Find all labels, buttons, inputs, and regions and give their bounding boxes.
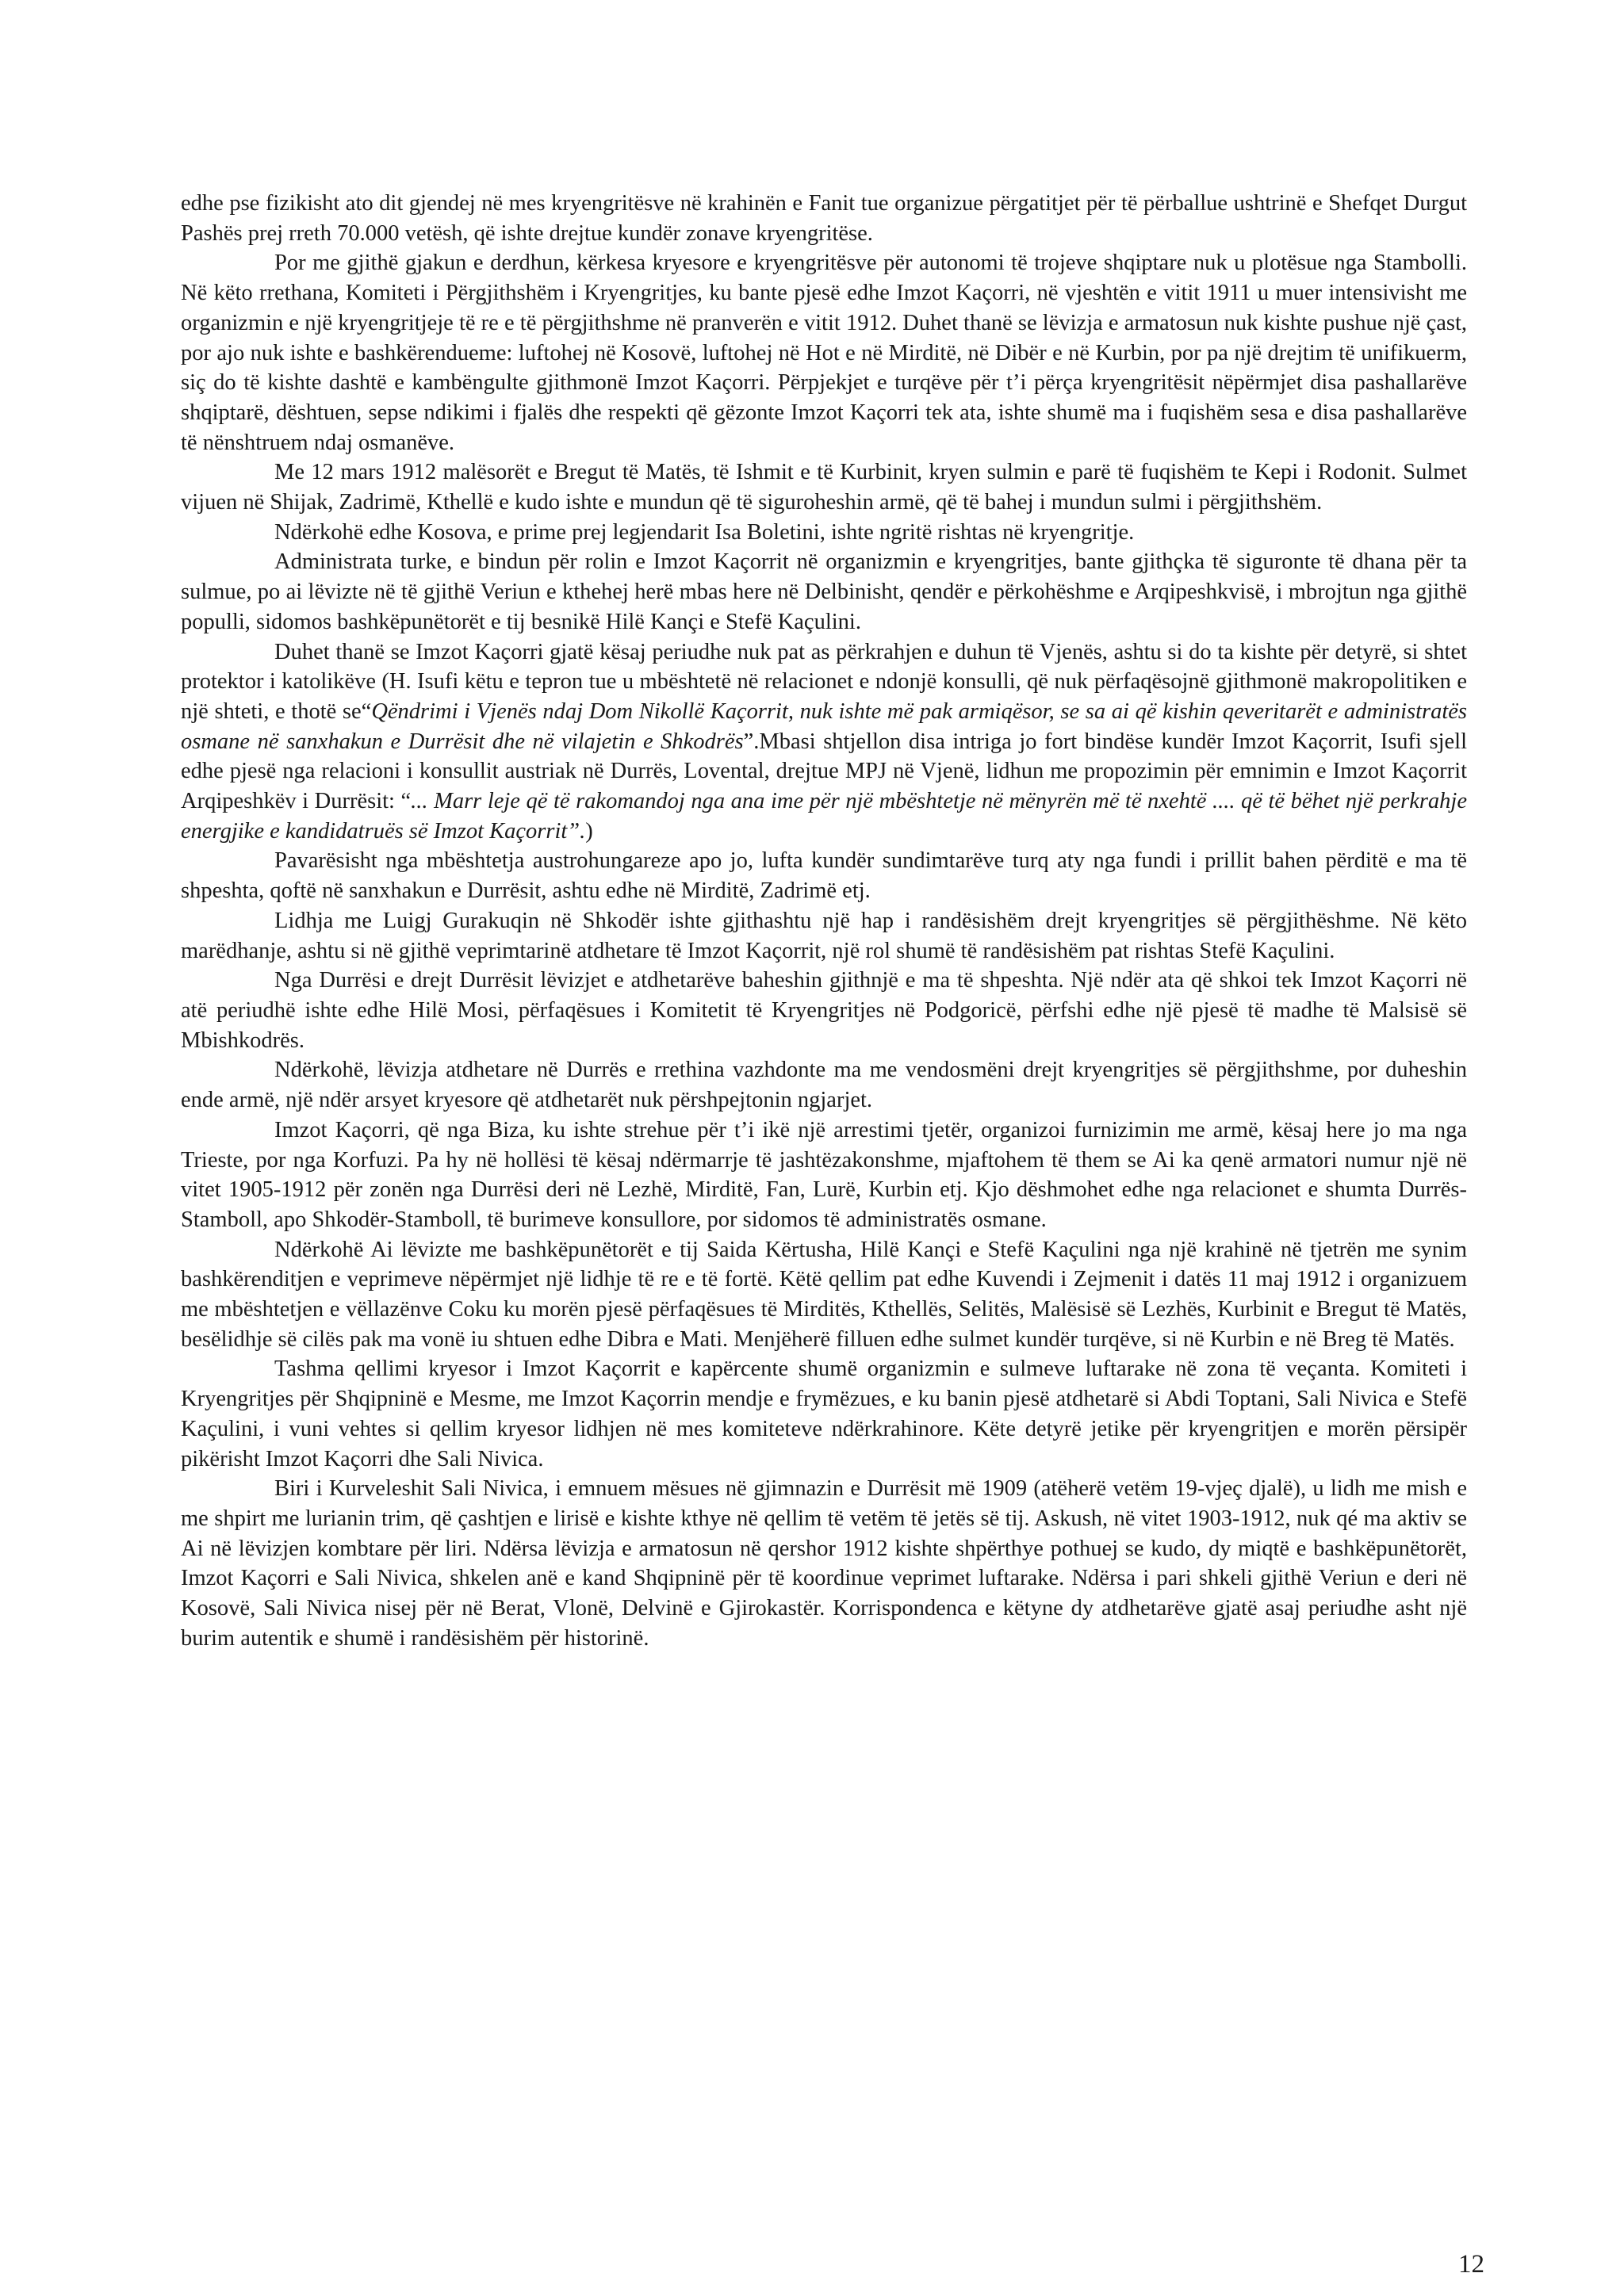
text-run: Duhet thanë se Imzot Kaçorri gjatë kësaj periudhe nuk pat as përkrahjen e duhun të Vjenës, ashtu si do ta kishte për detyrë, si shtet protektor i katolikëve (H. Isufi këtu e tepron tue u mbështetë në relacionet e ndonjë konsulli, që nuk përfaqësojnë gjithmonë makropolitiken e një shteti, e thotë se“	[181, 639, 1467, 724]
paragraph	[181, 637, 1467, 847]
italic-quote: ... Marr leje që të rakomandoj nga ana ime për një mbështetje në mënyrën më të nxehtë .... që të bëhet një perkrahje energjike e kandidatruës së Imzot Kaçorrit”.	[181, 789, 1468, 844]
text-run: Ndërkohë edhe Kosova, e prime prej legjendarit Isa Boletini, ishte ngritë rishtas në kryengritje.	[274, 519, 1135, 545]
text-run: Lidhja me Luigj Gurakuqin në Shkodër ishte gjithashtu një hap i randësishëm drejt kryengritjes së përgjithëshme. Në këto marëdhanje, ashtu si në gjithë veprimtarinë atdhetare të Imzot Kaçorrit, një rol shumë të randësishëm pat rishtas Stefë Kaçulini.	[181, 908, 1467, 963]
paragraph	[181, 248, 1467, 457]
paragraph	[181, 1115, 1467, 1235]
text-run: Administrata turke, e bindun për rolin e Imzot Kaçorrit në organizmin e kryengritjes, bante gjithçka të siguronte të dhana për ta sulmue, po ai lëvizte në të gjithë Veriun e kthehej herë mbas here në Delbinisht, qendër e përkohëshme e Arqipeshkvisë, i mbrojtun nga gjithë populli, sidomos bashkëpunëtorët e tij besnikë Hilë Kançi e Stefë Kaçulini.	[181, 549, 1467, 634]
italic-quote: Qëndrimi i Vjenës ndaj Dom Nikollë Kaçorrit, nuk ishte më pak armiqësor, se sa ai që kishin qeveritarët e administratës osmane në sanxhakun e Durrësit dhe në vilajetin e Shkodrës	[181, 698, 1467, 754]
text-run: Nga Durrësi e drejt Durrësit lëvizjet e atdhetarëve baheshin gjithnjë e ma të shpeshta. Një ndër ata që shkoi tek Imzot Kaçorri në atë periudhë ishte edhe Hilë Mosi, përfaqësues i Komitetit të Kryengritjes në Podgoricë, përfshi edhe një pjesë të madhe të Malsisë së Mbishkodrës.	[181, 968, 1467, 1053]
text-run: Me 12 mars 1912 malësorët e Bregut të Matës, të Ishmit e të Kurbinit, kryen sulmin e parë të fuqishëm te Kepi i Rodonit. Sulmet vijuen në Shijak, Zadrimë, Kthellë e kudo ishte e mundun që të siguroheshin armë, që të bahej i mundun sulmi i përgjithshëm.	[181, 460, 1467, 515]
text-run: Ndërkohë, lëvizja atdhetare në Durrës e rrethina vazhdonte ma me vendosmëni drejt kryengritjes së përgjithshme, por duheshin ende armë, një ndër arsyet kryesore që atdhetarët nuk përshpejtonin ngjarjet.	[181, 1058, 1467, 1113]
paragraph	[181, 457, 1467, 517]
text-run: Tashma qellimi kryesor i Imzot Kaçorrit e kapërcente shumë organizmin e sulmeve luftarake në zona të veçanta. Komiteti i Kryengritjes për Shqipninë e Mesme, me Imzot Kaçorrin mendje e frymëzues, e ku banin pjesë atdhetarë si Abdi Toptani, Sali Nivica e Stefë Kaçulini, i vuni vehtes si qellim kryesor lidhjen në mes komiteteve ndërkrahinore. Këte detyrë jetike për kryengritjen e morën përsipër pikërisht Imzot Kaçorri dhe Sali Nivica.	[181, 1357, 1467, 1471]
text-run: ”.Mbasi shtjellon disa intriga jo fort bindëse kundër Imzot Kaçorrit, Isufi sjell edhe pjesë nga relacioni i konsullit austriak në Durrës, Lovental, drejtue MPJ në Vjenë, lidhun me propozimin për emnimin e Imzot Kaçorrit Arqipeshkëv i Durrësit: “	[181, 729, 1467, 814]
paragraph	[181, 547, 1467, 637]
paragraph	[181, 906, 1467, 966]
text-run: Imzot Kaçorri, që nga Biza, ku ishte strehue për t’i ikë një arrestimi tjetër, organizoi furnizimin me armë, kësaj here jo ma nga Trieste, por nga Korfuzi. Pa hy në hollësi të kësaj ndërmarrje të jashtëzakonshme, mjaftohem të them se Ai ka qenë armatori numur një në vitet 1905-1912 për zonën nga Durrësi deri në Lezhë, Mirditë, Fan, Lurë, Kurbin etj. Kjo dëshmohet edhe nga relacionet e shumta Durrës-Stamboll, apo Shkodër-Stamboll, të burimeve konsullore, por sidomos të administratës osmane.	[181, 1117, 1467, 1232]
text-run: Ndërkohë Ai lëvizte me bashkëpunëtorët e tij Saida Kërtusha, Hilë Kançi e Stefë Kaçulini nga një krahinë në tjetrën me synim bashkërenditjen e veprimeve nëpërmjet një lidhje të re e të fortë. Këtë qellim pat edhe Kuvendi i Zejmenit i datës 11 maj 1912 i organizuem me mbështetjen e vëllazënve Coku ku morën pjesë përfaqësues të Mirditës, Kthellës, Selitës, Malësisë së Lezhës, Kurbinit e Bregut të Matës, besëlidhje së cilës pak ma vonë iu shtuen edhe Dibra e Mati. Menjëherë filluen edhe sulmet kundër turqëve, si në Kurbin e në Breg të Matës.	[181, 1237, 1467, 1352]
paragraph	[181, 518, 1467, 548]
text-run: edhe pse fizikisht ato dit gjendej në mes kryengritësve në krahinën e Fanit tue organizue përgatitjet për të përballue ushtrinë e Shefqet Durgut Pashës prej rreth 70.000 vetësh, që ishte drejtue kundër zonave kryengritëse.	[181, 191, 1467, 246]
page-number: 12	[1458, 2250, 1484, 2279]
text-run: Por me gjithë gjakun e derdhun, kërkesa kryesore e kryengritësve për autonomi të trojeve shqiptare nuk u plotësue nga Stambolli. Në këto rrethana, Komiteti i Përgjithshëm i Kryengritjes, ku bante pjesë edhe Imzot Kaçorri, në vjeshtën e vitit 1911 u muer intensivisht me organizmin e një kryengritjeje të re e të përgjithshme në pranverën e vitit 1912. Duhet thanë se lëvizja e armatosun nuk kishte pushue një çast, por ajo nuk ishte e bashkërendueme: luftohej në Kosovë, luftohej në Hot e në Mirditë, në Dibër e në Kurbin, por pa një drejtim të unifikuerm, siç do të kishte dashtë e kambëngulte gjithmonë Imzot Kaçorri. Përpjekjet e turqëve për t’i përça kryengritësit nëpërmjet disa pashallarëve shqiptarë, dështuen, sepse ndikimi i fjalës dhe respekti që gëzonte Imzot Kaçorri tek ata, ishte shumë ma i fuqishëm sesa e disa pashallarëve të nënshtruem ndaj osmanëve.	[181, 251, 1467, 455]
text-run: Biri i Kurveleshit Sali Nivica, i emnuem mësues në gjimnazin e Durrësit më 1909 (atëherë vetëm 19-vjeç djalë), u lidh me mish e me shpirt me lurianin trim, që çashtjen e lirisë e kishte kthye në qellim të vetëm të jetës së tij. Askush, në vitet 1903-1912, nuk qé ma aktiv se Ai në lëvizjen kombtare për liri. Ndërsa lëvizja e armatosun në qershor 1912 kishte shpërthye pothuej se kudo, dy miqtë e bashkëpunëtorët, Imzot Kaçorri e Sali Nivica, shkelen anë e kand Shqipninë për të koordinue veprimet luftarake. Ndërsa i pari shkeli gjithë Veriun e deri në Kosovë, Sali Nivica nisej për në Berat, Vlonë, Delvinë e Gjirokastër. Korrispondenca e këtyne dy atdhetarëve gjatë asaj periudhe asht një burim autentik e shumë i randësishëm për historinë.	[181, 1476, 1467, 1651]
paragraph	[181, 1235, 1467, 1355]
paragraph	[181, 1055, 1467, 1115]
paragraph	[181, 1354, 1467, 1474]
paragraph	[181, 189, 1467, 248]
paragraph	[181, 1474, 1467, 1653]
paragraph	[181, 966, 1467, 1055]
text-run: Pavarësisht nga mbështetja austrohungareze apo jo, lufta kundër sundimtarëve turq aty nga fundi i prillit bahen përditë e ma të shpeshta, qoftë në sanxhakun e Durrësit, ashtu edhe në Mirditë, Zadrimë etj.	[181, 848, 1467, 904]
text-run: )	[585, 818, 593, 844]
body-text	[181, 189, 1467, 1653]
paragraph	[181, 846, 1467, 905]
